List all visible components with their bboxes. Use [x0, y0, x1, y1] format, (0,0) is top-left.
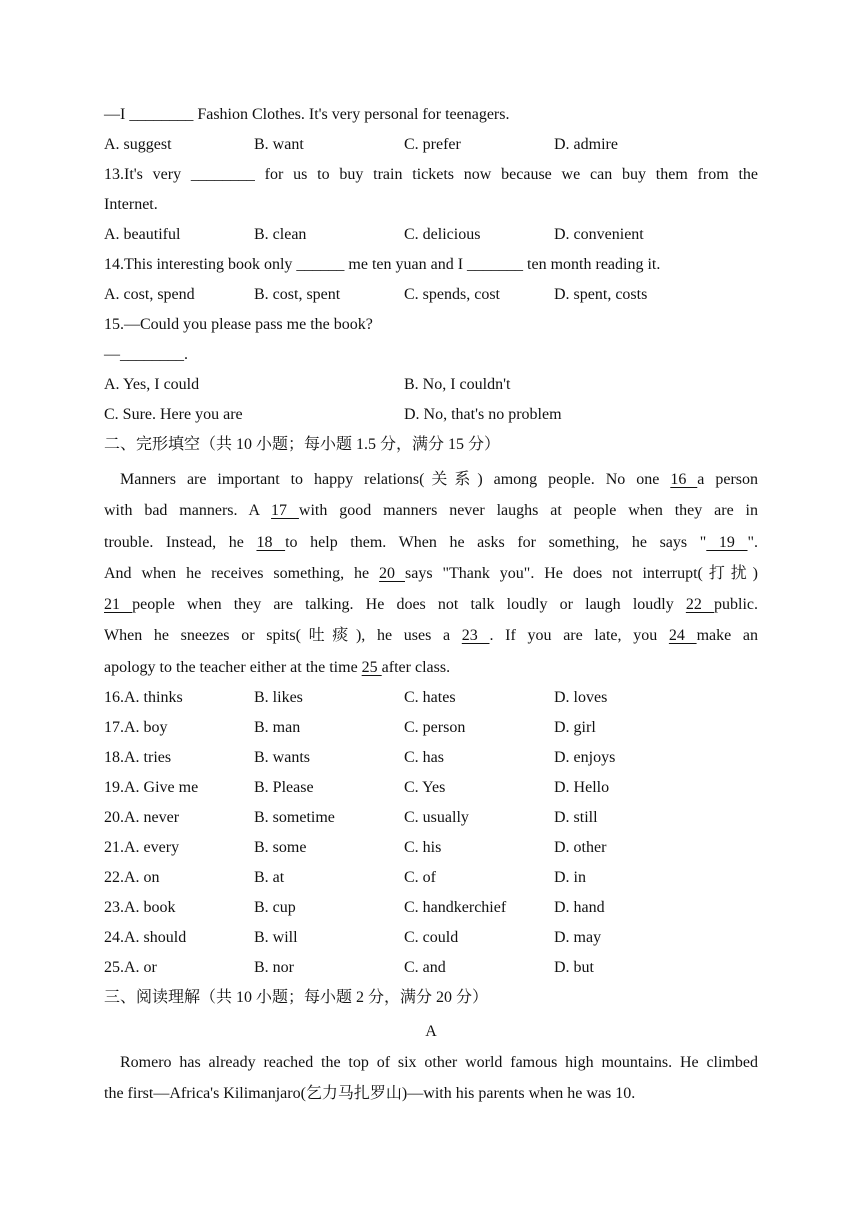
passage-line: When he sneezes or spits(吐痰), he uses a 23 . If you are late, you 24 make an: [104, 627, 759, 645]
cloze-option-row: [104, 867, 758, 897]
option: C. Sure. Here you are: [104, 406, 243, 423]
cloze-option-row: [104, 807, 758, 837]
cloze-option-row: [104, 777, 758, 807]
section-title-reading: 三、阅读理解（共 10 小题；每小题 2 分，满分 20 分）: [104, 989, 489, 1007]
cloze-option-row: [104, 897, 758, 927]
option: 18.A. tries: [104, 749, 172, 767]
cloze-options: [104, 687, 758, 987]
option: D. may: [554, 929, 602, 947]
section-title-cloze: 二、完形填空（共 10 小题；每小题 1.5 分，满分 15 分）: [104, 436, 501, 453]
option: B. man: [254, 719, 301, 737]
passage-label: A: [425, 1023, 437, 1041]
blank-20: 20: [379, 564, 405, 582]
option: C. his: [404, 839, 442, 857]
option: D. Hello: [554, 779, 610, 797]
option: C. has: [404, 749, 444, 767]
blank-24: 24: [668, 627, 697, 645]
option: D. convenient: [554, 226, 644, 243]
q14-question-line: 14.This interesting book only ______ me ten yuan and I _______ ten month reading it.: [104, 256, 661, 273]
option: C. and: [404, 959, 446, 977]
option: B. cost, spent: [254, 286, 341, 303]
option: 21.A. every: [104, 839, 180, 857]
blank-21: 21: [104, 596, 133, 614]
cloze-option-row: [104, 717, 758, 747]
option: B. wants: [254, 749, 310, 767]
option: A. cost, spend: [104, 286, 195, 303]
option: A. beautiful: [104, 226, 181, 243]
q12-answer-line: —I ________ Fashion Clothes. It's very personal for teenagers.: [104, 106, 510, 123]
option: B. No, I couldn't: [404, 376, 511, 393]
option: 22.A. on: [104, 869, 160, 887]
option: B. at: [254, 869, 285, 887]
option: C. prefer: [404, 136, 461, 153]
option: B. sometime: [254, 809, 335, 827]
blank-23: 23: [461, 627, 490, 645]
option: B. clean: [254, 226, 307, 243]
passage-line: with bad manners. A 17 with good manners never laughs at people when they are in: [104, 502, 758, 520]
cloze-option-row: [104, 927, 758, 957]
reading-line: the first—Africa's Kilimanjaro(乞力马扎罗山)—with his parents when he was 10.: [104, 1085, 636, 1103]
option: C. could: [404, 929, 459, 947]
cloze-option-row: [104, 687, 758, 717]
option: 19.A. Give me: [104, 779, 199, 797]
cloze-passage: [104, 468, 758, 687]
q13-question-line: 13.It's very ________ for us to buy train tickets now because we can buy them from the: [104, 166, 758, 183]
option: C. spends, cost: [404, 286, 500, 303]
option: B. some: [254, 839, 307, 857]
option: 20.A. never: [104, 809, 180, 827]
option: 16.A. thinks: [104, 689, 183, 707]
q15-options-row-1: [104, 374, 758, 404]
q13-options: [104, 224, 758, 254]
option: B. Please: [254, 779, 314, 797]
q15-options-row-2: [104, 404, 758, 434]
option: B. nor: [254, 959, 294, 977]
passage-line: trouble. Instead, he 18 to help them. When he asks for something, he says " 19 ".: [104, 533, 759, 551]
option: D. other: [554, 839, 607, 857]
q15-answer-line: —________.: [104, 346, 188, 363]
option: D. hand: [554, 899, 605, 917]
option: C. usually: [404, 809, 469, 827]
cloze-option-row: [104, 957, 758, 987]
passage-line: And when he receives something, he 20 says "Thank you". He does not interrupt(打扰): [104, 564, 758, 582]
option: C. delicious: [404, 226, 481, 243]
q15-question-line: 15.—Could you please pass me the book?: [104, 316, 373, 333]
passage-line: Manners are important to happy relations(关系) among people. No one 16 a person: [120, 471, 758, 488]
option: C. hates: [404, 689, 456, 707]
cloze-option-row: [104, 837, 758, 867]
option: B. likes: [254, 689, 303, 707]
blank-18: 18: [256, 533, 286, 551]
option: 17.A. boy: [104, 719, 168, 737]
passage-line: apology to the teacher either at the time 25 after class.: [104, 658, 451, 676]
blank-22: 22: [685, 596, 714, 614]
option: C. handkerchief: [404, 899, 507, 917]
option: D. girl: [554, 719, 596, 737]
option: B. cup: [254, 899, 296, 917]
option: 25.A. or: [104, 959, 157, 977]
blank-19: 19: [706, 533, 748, 551]
option: D. but: [554, 959, 594, 977]
q13-question-line-2: Internet.: [104, 196, 158, 213]
option: D. loves: [554, 689, 608, 707]
q14-options: [104, 284, 758, 314]
option: C. of: [404, 869, 436, 887]
option: C. Yes: [404, 779, 446, 797]
option: D. No, that's no problem: [404, 406, 562, 423]
option: A. Yes, I could: [104, 376, 200, 393]
option: C. person: [404, 719, 466, 737]
q12-options: [104, 134, 758, 164]
option: D. in: [554, 869, 586, 887]
option: A. suggest: [104, 136, 172, 153]
reading-line: Romero has already reached the top of six other world famous high mountains. He climbed: [120, 1054, 758, 1072]
page-content: [104, 104, 758, 1114]
blank-17: 17: [271, 502, 299, 520]
option: D. enjoys: [554, 749, 616, 767]
blank-25: 25: [361, 658, 382, 676]
passage-line: 21 people when they are talking. He does not talk loudly or laugh loudly 22 public.: [104, 596, 758, 614]
option: D. admire: [554, 136, 618, 153]
option: B. want: [254, 136, 304, 153]
blank-16: 16: [670, 471, 698, 488]
option: B. will: [254, 929, 298, 947]
option: D. spent, costs: [554, 286, 648, 303]
option: 23.A. book: [104, 899, 176, 917]
option: 24.A. should: [104, 929, 187, 947]
option: D. still: [554, 809, 598, 827]
cloze-option-row: [104, 747, 758, 777]
